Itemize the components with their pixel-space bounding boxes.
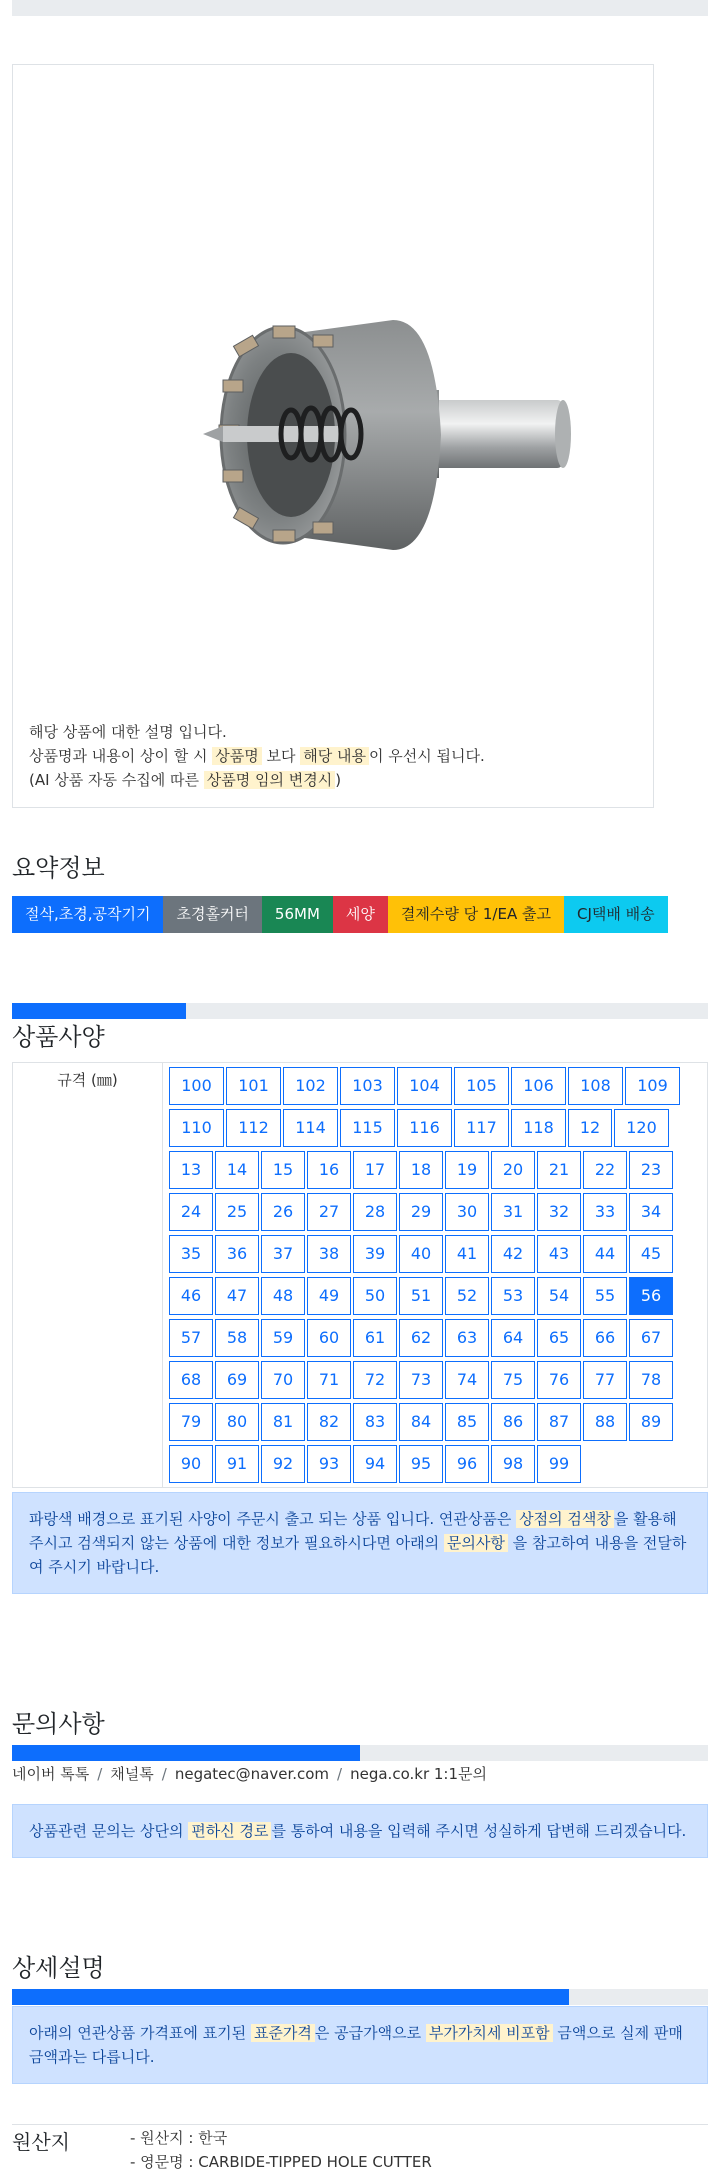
spec-option-41[interactable]: 41 [445,1235,489,1273]
spec-option-70[interactable]: 70 [261,1361,305,1399]
hole-cutter-image [173,240,593,620]
spec-option-75[interactable]: 75 [491,1361,535,1399]
spec-option-53[interactable]: 53 [491,1277,535,1315]
spec-option-36[interactable]: 36 [215,1235,259,1273]
spec-option-86[interactable]: 86 [491,1403,535,1441]
description-line-2: 상품명과 내용이 상이 할 시 상품명 보다 해당 내용 이 우선시 됩니다. [29,747,485,765]
spec-option-26[interactable]: 26 [261,1193,305,1231]
spec-option-18[interactable]: 18 [399,1151,443,1189]
badge-category: 절삭,초경,공작기기 [12,896,163,933]
badge-product-type: 초경홀커터 [163,896,261,933]
spec-option-39[interactable]: 39 [353,1235,397,1273]
highlight-convenient-route: 편하신 경로 [188,1822,271,1840]
spec-option-95[interactable]: 95 [399,1445,443,1483]
spec-option-15[interactable]: 15 [261,1151,305,1189]
detail-title: 상세설명 [12,1954,105,1982]
highlight-product-name: 상품명 [212,747,261,765]
spec-option-93[interactable]: 93 [307,1445,351,1483]
spec-option-73[interactable]: 73 [399,1361,443,1399]
highlight-standard-price: 표준가격 [251,2024,315,2042]
spec-option-92[interactable]: 92 [261,1445,305,1483]
spec-option-117[interactable]: 117 [454,1109,509,1147]
spec-option-37[interactable]: 37 [261,1235,305,1273]
spec-row [168,1401,681,1443]
highlight-vat-excluded: 부가가치세 비포함 [426,2024,553,2042]
spec-option-112[interactable]: 112 [226,1109,281,1147]
spec-option-21[interactable]: 21 [537,1151,581,1189]
spec-option-99[interactable]: 99 [537,1445,581,1483]
product-image-card [12,64,654,808]
spec-option-44[interactable]: 44 [583,1235,627,1273]
spec-option-116[interactable]: 116 [397,1109,452,1147]
spec-option-58[interactable]: 58 [215,1319,259,1357]
spec-option-30[interactable]: 30 [445,1193,489,1231]
inquiry-notice: 상품관련 문의는 상단의 편하신 경로 를 통하여 내용을 입력해 주시면 성실하게 답변해 드리겠습니다. [12,1804,708,1858]
spec-option-59[interactable]: 59 [261,1319,305,1357]
summary-badges [12,896,668,933]
spec-option-13[interactable]: 13 [169,1151,213,1189]
spec-option-100[interactable]: 100 [169,1067,224,1105]
product-description [29,720,485,792]
spec-row [168,1233,681,1275]
spec-option-22[interactable]: 22 [583,1151,627,1189]
spec-option-54[interactable]: 54 [537,1277,581,1315]
spec-option-67[interactable]: 67 [629,1319,673,1357]
spec-option-20[interactable]: 20 [491,1151,535,1189]
detail-notice: 아래의 연관상품 가격표에 표기된 표준가격 은 공급가액으로 부가가치세 비포함 금액으로 실제 판매금액과는 다릅니다. [12,2006,708,2084]
spec-option-71[interactable]: 71 [307,1361,351,1399]
spec-option-83[interactable]: 83 [353,1403,397,1441]
spec-option-28[interactable]: 28 [353,1193,397,1231]
description-line-1: 해당 상품에 대한 설명 입니다. [29,723,227,741]
spec-option-72[interactable]: 72 [353,1361,397,1399]
spec-option-68[interactable]: 68 [169,1361,213,1399]
spec-option-16[interactable]: 16 [307,1151,351,1189]
spec-option-110[interactable]: 110 [169,1109,224,1147]
spec-option-98[interactable]: 98 [491,1445,535,1483]
spec-option-12[interactable]: 12 [568,1109,612,1147]
channel-channeltalk[interactable]: 채널톡 [110,1765,154,1783]
description-line-3: (AI 상품 자동 수집에 따른 상품명 임의 변경시 ) [29,771,342,789]
highlight-name-change: 상품명 임의 변경시 [204,771,335,789]
spec-option-57[interactable]: 57 [169,1319,213,1357]
spec-option-109[interactable]: 109 [625,1067,680,1105]
spec-option-104[interactable]: 104 [397,1067,452,1105]
spec-option-66[interactable]: 66 [583,1319,627,1357]
highlight-content: 해당 내용 [300,747,369,765]
origin-list [130,2126,432,2173]
spec-option-32[interactable]: 32 [537,1193,581,1231]
spec-option-108[interactable]: 108 [568,1067,623,1105]
spec-option-34[interactable]: 34 [629,1193,673,1231]
spec-option-35[interactable]: 35 [169,1235,213,1273]
origin-divider [12,2124,708,2125]
spec-option-40[interactable]: 40 [399,1235,443,1273]
summary-title: 요약정보 [12,854,105,882]
spec-option-47[interactable]: 47 [215,1277,259,1315]
spec-options-grid [168,1065,681,1485]
spec-option-42[interactable]: 42 [491,1235,535,1273]
spec-row [168,1443,681,1485]
spec-option-49[interactable]: 49 [307,1277,351,1315]
spec-option-50[interactable]: 50 [353,1277,397,1315]
spec-option-84[interactable]: 84 [399,1403,443,1441]
spec-option-17[interactable]: 17 [353,1151,397,1189]
channel-website-inquiry[interactable]: nega.co.kr 1:1문의 [350,1765,487,1783]
spec-label: 규격 (㎜) [13,1063,163,1487]
spec-option-103[interactable]: 103 [340,1067,395,1105]
spec-option-106[interactable]: 106 [511,1067,566,1105]
spec-option-76[interactable]: 76 [537,1361,581,1399]
spec-row [168,1149,681,1191]
spec-option-101[interactable]: 101 [226,1067,281,1105]
spec-option-60[interactable]: 60 [307,1319,351,1357]
spec-table [12,1062,708,1488]
spec-row [168,1107,681,1149]
badge-quantity: 결제수량 당 1/EA 출고 [388,896,564,933]
spec-option-85[interactable]: 85 [445,1403,489,1441]
origin-title: 원산지 [12,2130,70,2154]
spec-row [168,1275,681,1317]
spec-option-45[interactable]: 45 [629,1235,673,1273]
detail-progress-fill [12,1989,569,2005]
detail-progress-bar [12,1989,708,2005]
spec-option-24[interactable]: 24 [169,1193,213,1231]
spec-row [168,1065,681,1107]
spec-row [168,1191,681,1233]
spec-option-77[interactable]: 77 [583,1361,627,1399]
channel-email[interactable]: negatec@naver.com [174,1765,330,1783]
spec-progress-bar [12,1003,708,1019]
badge-shipping: CJ택배 배송 [564,896,668,933]
spec-option-118[interactable]: 118 [511,1109,566,1147]
spec-option-38[interactable]: 38 [307,1235,351,1273]
spec-option-102[interactable]: 102 [283,1067,338,1105]
spec-option-33[interactable]: 33 [583,1193,627,1231]
spec-option-46[interactable]: 46 [169,1277,213,1315]
spec-row [168,1359,681,1401]
spec-option-96[interactable]: 96 [445,1445,489,1483]
highlight-inquiry: 문의사항 [444,1534,508,1552]
spec-option-52[interactable]: 52 [445,1277,489,1315]
origin-country: - 원산지 : 한국 [130,2129,228,2147]
channel-naver-talktalk[interactable]: 네이버 톡톡 [12,1765,90,1783]
spec-option-74[interactable]: 74 [445,1361,489,1399]
spec-option-61[interactable]: 61 [353,1319,397,1357]
spec-option-94[interactable]: 94 [353,1445,397,1483]
spec-option-55[interactable]: 55 [583,1277,627,1315]
spec-option-25[interactable]: 25 [215,1193,259,1231]
spec-option-43[interactable]: 43 [537,1235,581,1273]
spec-option-82[interactable]: 82 [307,1403,351,1441]
spec-option-114[interactable]: 114 [283,1109,338,1147]
spec-option-63[interactable]: 63 [445,1319,489,1357]
spec-option-48[interactable]: 48 [261,1277,305,1315]
spec-option-51[interactable]: 51 [399,1277,443,1315]
spec-option-81[interactable]: 81 [261,1403,305,1441]
spec-option-56[interactable]: 56 [629,1277,673,1315]
spec-option-80[interactable]: 80 [215,1403,259,1441]
spec-title: 상품사양 [12,1023,105,1051]
spec-option-89[interactable]: 89 [629,1403,673,1441]
spec-option-27[interactable]: 27 [307,1193,351,1231]
spec-option-88[interactable]: 88 [583,1403,627,1441]
spec-option-87[interactable]: 87 [537,1403,581,1441]
spec-row [168,1317,681,1359]
contact-channels: 네이버 톡톡 / 채널톡 / negatec@naver.com / nega.co.kr 1:1문의 [12,1765,487,1783]
spec-option-64[interactable]: 64 [491,1319,535,1357]
spec-option-23[interactable]: 23 [629,1151,673,1189]
inquiry-progress-bar [12,1745,708,1761]
spec-option-120[interactable]: 120 [614,1109,669,1147]
spec-notice: 파랑색 배경으로 표기된 사양이 주문시 출고 되는 상품 입니다. 연관상품은 상점의 검색창 을 활용해 주시고 검색되지 않는 상품에 대한 정보가 필요하시다면 아래의 문의사항 을 참고하여 내용을 전달하여 주시기 바랍니다. [12,1492,708,1594]
inquiry-title: 문의사항 [12,1710,105,1738]
top-progress-bar [12,0,708,16]
inquiry-progress-fill [12,1745,360,1761]
origin-english-name: - 영문명 : CARBIDE-TIPPED HOLE CUTTER [130,2153,432,2171]
highlight-search-box: 상점의 검색창 [516,1510,614,1528]
spec-option-105[interactable]: 105 [454,1067,509,1105]
spec-option-90[interactable]: 90 [169,1445,213,1483]
spec-option-14[interactable]: 14 [215,1151,259,1189]
spec-option-65[interactable]: 65 [537,1319,581,1357]
spec-option-62[interactable]: 62 [399,1319,443,1357]
spec-option-79[interactable]: 79 [169,1403,213,1441]
spec-option-31[interactable]: 31 [491,1193,535,1231]
badge-brand: 세양 [333,896,388,933]
spec-option-29[interactable]: 29 [399,1193,443,1231]
spec-option-19[interactable]: 19 [445,1151,489,1189]
spec-option-91[interactable]: 91 [215,1445,259,1483]
badge-size: 56MM [262,896,333,933]
spec-option-78[interactable]: 78 [629,1361,673,1399]
spec-option-115[interactable]: 115 [340,1109,395,1147]
spec-option-69[interactable]: 69 [215,1361,259,1399]
